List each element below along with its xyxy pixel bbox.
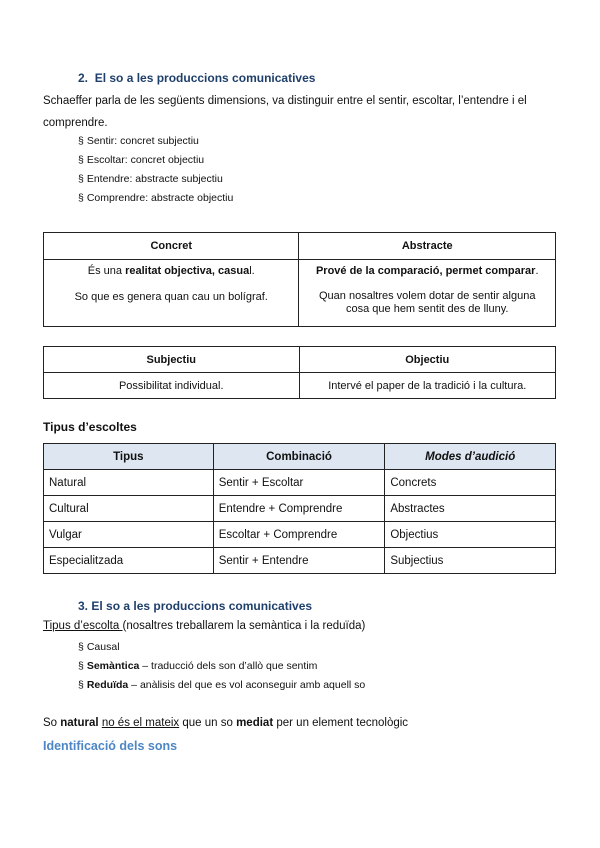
table-header: Tipus xyxy=(44,444,214,470)
section-3-heading: 3. El so a les produccions comunicatives xyxy=(78,599,313,613)
table-header: Modes d’audició xyxy=(385,444,556,470)
table-cell: Prové de la comparació, permet comparar. Quan nosaltres volem dotar de sentir alguna cosa que hem sentit des de lluny. xyxy=(299,260,556,327)
table-header: Objectiu xyxy=(299,347,556,373)
tipus-escoltes-table xyxy=(43,443,556,574)
table-header: Concret xyxy=(44,233,299,260)
section-3-intro: Tipus d’escolta (nosaltres treballarem la semàntica i la reduïda) xyxy=(43,620,366,632)
list-item: § Escoltar: concret objectiu xyxy=(78,154,205,166)
table-row: Vulgar Escoltar + Comprendre Objectius xyxy=(44,522,556,548)
section-2-intro: Schaeffer parla de les següents dimensions, va distinguir entre el sentir, escoltar, l’entendre i el comprendre. xyxy=(43,95,527,129)
table-header: Abstracte xyxy=(299,233,556,260)
table-header: Combinació xyxy=(213,444,385,470)
list-item: § Reduïda – anàlisis del que es vol aconseguir amb aquell so xyxy=(78,679,366,691)
table-cell: Intervé el paper de la tradició i la cultura. xyxy=(299,373,556,399)
list-item: § Semàntica – traducció dels son d’allò que sentim xyxy=(78,660,318,672)
section-2-heading xyxy=(78,71,315,85)
list-item: § Causal xyxy=(78,641,120,653)
concret-abstracte-table xyxy=(43,232,556,327)
list-item: § Entendre: abstracte subjectiu xyxy=(78,173,223,185)
table-cell: Possibilitat individual. xyxy=(44,373,300,399)
list-item: § Comprendre: abstracte objectiu xyxy=(78,192,234,204)
table-row: Natural Sentir + Escoltar Concrets xyxy=(44,470,556,496)
tipus-escoltes-title: Tipus d’escoltes xyxy=(43,420,137,434)
closing-sentence: So natural no és el mateix que un so mediat per un element tecnològic xyxy=(43,717,409,729)
table-cell: És una realitat objectiva, casual. So que es genera quan cau un bolígraf. xyxy=(44,260,299,327)
table-header: Subjectiu xyxy=(44,347,300,373)
section-2-title: El so a les produccions comunicatives xyxy=(94,71,316,85)
identificacio-heading: Identificació dels sons xyxy=(43,739,178,753)
section-2-number: 2. xyxy=(78,71,89,85)
list-item: § Sentir: concret subjectiu xyxy=(78,135,199,147)
table-row: Cultural Entendre + Comprendre Abstractes xyxy=(44,496,556,522)
table-row: Especialitzada Sentir + Entendre Subjectius xyxy=(44,548,556,574)
subjectiu-objectiu-table xyxy=(43,346,556,399)
